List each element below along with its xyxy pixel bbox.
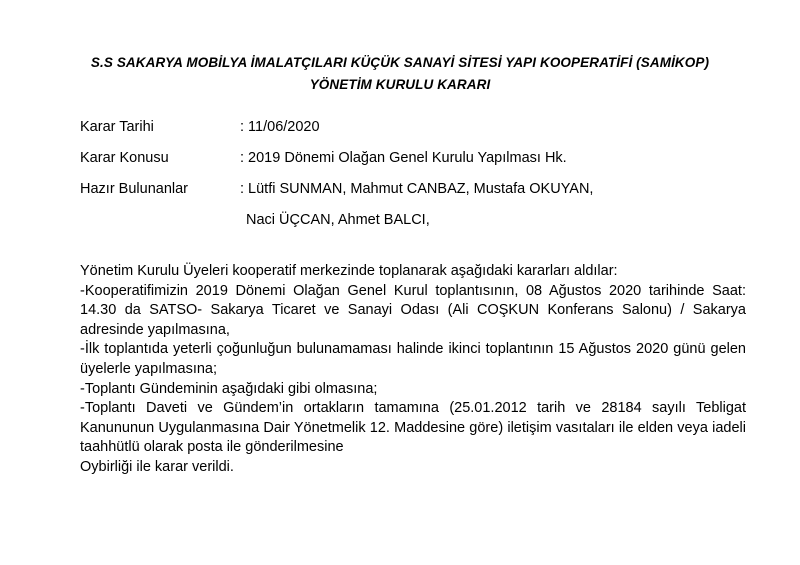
decision-item-1: -Kooperatifimizin 2019 Dönemi Olağan Genel Kurul toplantısının, 08 Ağustos 2020 tarihinde Saat: 14.30 da SATSO- Sakarya Ticaret ve Sanayi Odası (Ali COŞKUN Konferans Salonu) / Sakarya adresinde yapılmasına, [80, 282, 746, 338]
decision-item-2: -İlk toplantıda yeterli çoğunluğun bulunamaması halinde ikinci toplantının 15 Ağustos 2020 günü gelen üyelerle yapılmasına; [80, 341, 746, 377]
decision-subject-value: : 2019 Dönemi Olağan Genel Kurulu Yapılması Hk. [240, 150, 567, 166]
intro-paragraph: Yönetim Kurulu Üyeleri kooperatif merkezinde toplanarak aşağıdaki kararları aldılar: [80, 263, 618, 279]
document-subtitle: YÖNETİM KURULU KARARI [309, 77, 491, 92]
decision-body [80, 262, 746, 478]
decision-item-4: -Toplantı Daveti ve Gündem’in ortakların tamamına (25.01.2012 tarih ve 28184 sayılı Tebligat Kanununun Uygulanmasına Dair Yönetmelik 12. Maddesine göre) iletişim vasıtaları ile elden veya iadeli taahhütlü olarak posta ile gönderilmesine [80, 400, 746, 456]
decision-date-value: : 11/06/2020 [240, 119, 320, 135]
decision-subject-label: Karar Konusu [80, 150, 169, 166]
attendees-label: Hazır Bulunanlar [80, 181, 188, 197]
document-title: S.S SAKARYA MOBİLYA İMALATÇILARI KÜÇÜK SANAYİ SİTESİ YAPI KOOPERATİFİ (SAMİKOP) [90, 55, 710, 70]
attendees-value-line2: Naci ÜÇCAN, Ahmet BALCI, [246, 212, 430, 228]
decision-date-label: Karar Tarihi [80, 119, 154, 135]
attendees-value-line1: : Lütfi SUNMAN, Mahmut CANBAZ, Mustafa OKUYAN, [240, 181, 594, 197]
closing-paragraph: Oybirliği ile karar verildi. [80, 458, 234, 475]
decision-item-3: -Toplantı Gündeminin aşağıdaki gibi olmasına; [80, 380, 378, 397]
